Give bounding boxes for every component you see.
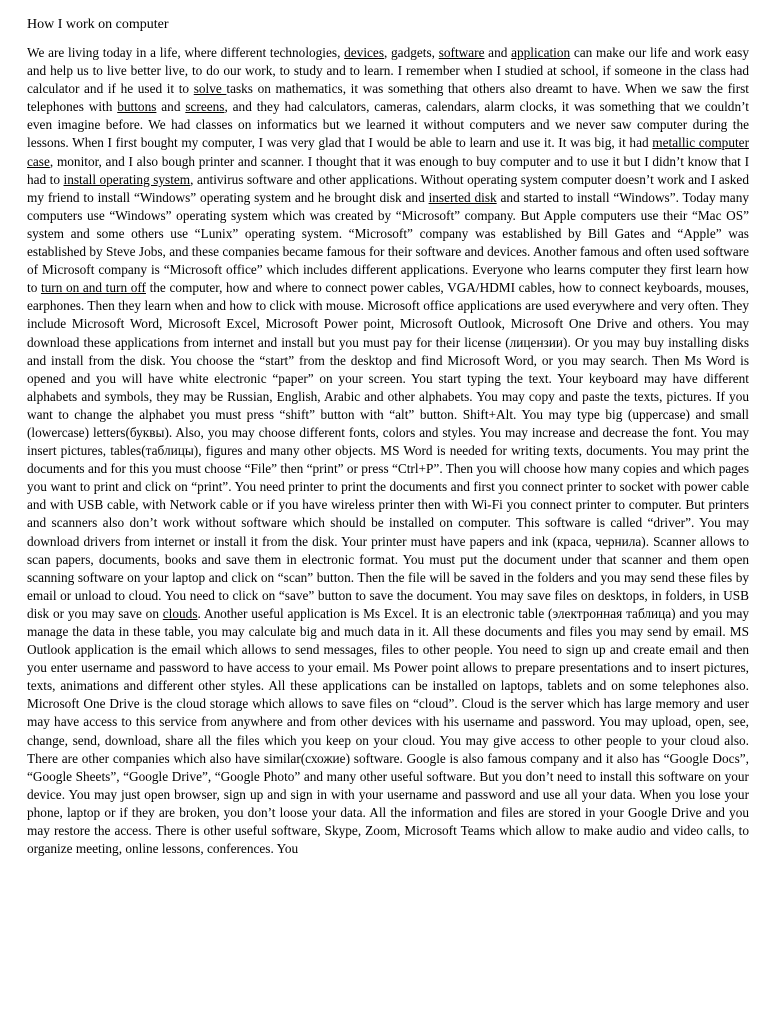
- document-title: How I work on computer: [27, 17, 169, 32]
- text-segment: We are living today in a life, where different technologies,: [27, 45, 345, 60]
- underlined-term: install operating system: [63, 171, 191, 187]
- text-segment: , gadgets,: [384, 45, 439, 60]
- text-segment: , antivirus software and other applications. Without operating system computer doesn’t work and I asked my friend to install “Windows” operating system and he brought disk and: [27, 171, 749, 205]
- text-segment: , and they had calculators, cameras, calendars, alarm clocks, it was something that we couldn’t even imagine before. We had classes on informatics but we learned it without computers and we never saw computer during the lessons. When I first bought my computer, I was very glad that I would be able to learn and use it. It was big, it had: [27, 99, 749, 151]
- underlined-term: clouds: [162, 605, 198, 621]
- text-segment: tasks on mathematics, it was something that others also dreamt to have. When we saw the first telephones with: [27, 81, 749, 115]
- underlined-term: devices: [344, 45, 384, 60]
- text-segment: the computer, how and where to connect power cables, VGA/HDMI cables, how to connect keyboards, mouses, earphones. Then they learn when and how to click with mouse. Microsoft office applications are used everywhere and very often. They include Microsoft Word, Microsoft Excel, Microsoft Power point, Microsoft Outlook, Microsoft One Drive and others. You may download these applications from internet and install but you must pay for their license (лицензии). Or you may buy installing disks and install from the disk. You choose the “start” from the desktop and find Microsoft Word, or you may search. Then Ms Word is opened and you will have white electronic “paper” on your screen. You start typing the text. Your keyboard may have different alphabets and symbols, they may be Russian, English, Arabic and other alphabets. You may copy and paste the texts, pictures. If you want to change the alphabet you must press “shift” button with “alt” button. Shift+Alt. You may type big (uppercase) and small (lowercase) letters(буквы). Also, you may choose different fonts, colors and styles. You may increase and decrease the font. You may insert pictures, tables(таблицы), figures and many other objects. MS Word is needed for writing texts, documents. You may print the documents and for this you must choose “File” then “print” or press “Ctrl+P”. Then you will choose how many copies and which pages you want to print and click on “print”. You need printer to print the documents and first you connect printer to socket with power cable and with USB cable, with Network cable or if you have wireless printer then with Wi-Fi you connect printer to computer. But printers and scanners also don’t work without software which should be installed on computer. This software is called “driver”. You may download drivers from internet or install it from the disk. Your printer must have papers and ink (краса, чернила). Scanner allows to scan papers, documents, books and save them in electronic format. You must put the document under that scanner and them open scanning software on your laptop and click on “scan” button. Then the file will be saved in the folders and you may send these files by email or unload to cloud. You need to click on “save” button to save the document. You may save files on desktops, in folders, in USB disk or you may save on: [27, 280, 749, 621]
- body-paragraph: [27, 44, 749, 858]
- document-body: [27, 44, 749, 858]
- underlined-term: solve: [193, 81, 227, 97]
- text-segment: , monitor, and I also bough printer and scanner. I thought that it was enough to buy computer and to use it but I didn’t know that I had to: [27, 153, 749, 187]
- underlined-term: application: [511, 45, 571, 60]
- underlined-term: metallic computer case: [27, 135, 749, 169]
- text-segment: can make our life and work easy and help us to live better live, to do our work, to study and to learn. I remember when I studied at school, if someone in the class had calculator and if he used it to: [27, 45, 749, 97]
- underlined-term: screens: [185, 99, 225, 115]
- text-segment: and started to install “Windows”. Today many computers use “Windows” operating system which was created by “Microsoft” company. But Apple computers use their “Mac OS” system and some others use “Lunix” operating system. “Microsoft” company was established by Bill Gates and “Apple” was established by Steve Jobs, and these companies became famous for their software and devices. Another famous and often used software of Microsoft company is “Microsoft office” which includes different applications. Everyone who learns computer they first learn how to: [27, 189, 749, 296]
- underlined-term: buttons: [117, 99, 157, 115]
- underlined-term: turn on and turn off: [40, 280, 146, 296]
- underlined-term: inserted disk: [428, 189, 497, 205]
- underlined-term: software: [438, 45, 485, 60]
- text-segment: and: [156, 99, 186, 115]
- text-segment: . Another useful application is Ms Excel. It is an electronic table (электронная таблица) and you may manage the data in these table, you may calculate big and much data in it. All these documents and files you may send by email. MS Outlook application is the email which allows to send messages, files to other people. You need to sign up and create email and then you enter username and password to have access to your email. Ms Power point allows to prepare presentations and to insert pictures, texts, animations and different other styles. All these applications can be installed on laptops, tablets and on some telephones also. Microsoft One Drive is the cloud storage which allows to save files on “cloud”. Cloud is the server which has large memory and user may have access to this service from anywhere and from other devices with his username and password. You may upload, open, see, change, send, download, share all the files which you keep on your cloud. You may give access to other people to your cloud also. There are other companies which also have similar(схожие) software. Google is also famous company and it also has “Google Docs”, “Google Sheets”, “Google Drive”, “Google Photo” and many other useful software. But you don’t need to install this software on your device. You may just open browser, sign up and sign in with your username and password and use all your data. When you lose your phone, laptop or if they are broken, you don’t loose your data. All the information and files are stored in your Google Drive and you may restore the access. There is other useful software, Skype, Zoom, Microsoft Teams which allow to make audio and video calls, to organize meeting, online lessons, conferences. You: [27, 605, 749, 857]
- text-segment: and: [484, 45, 512, 60]
